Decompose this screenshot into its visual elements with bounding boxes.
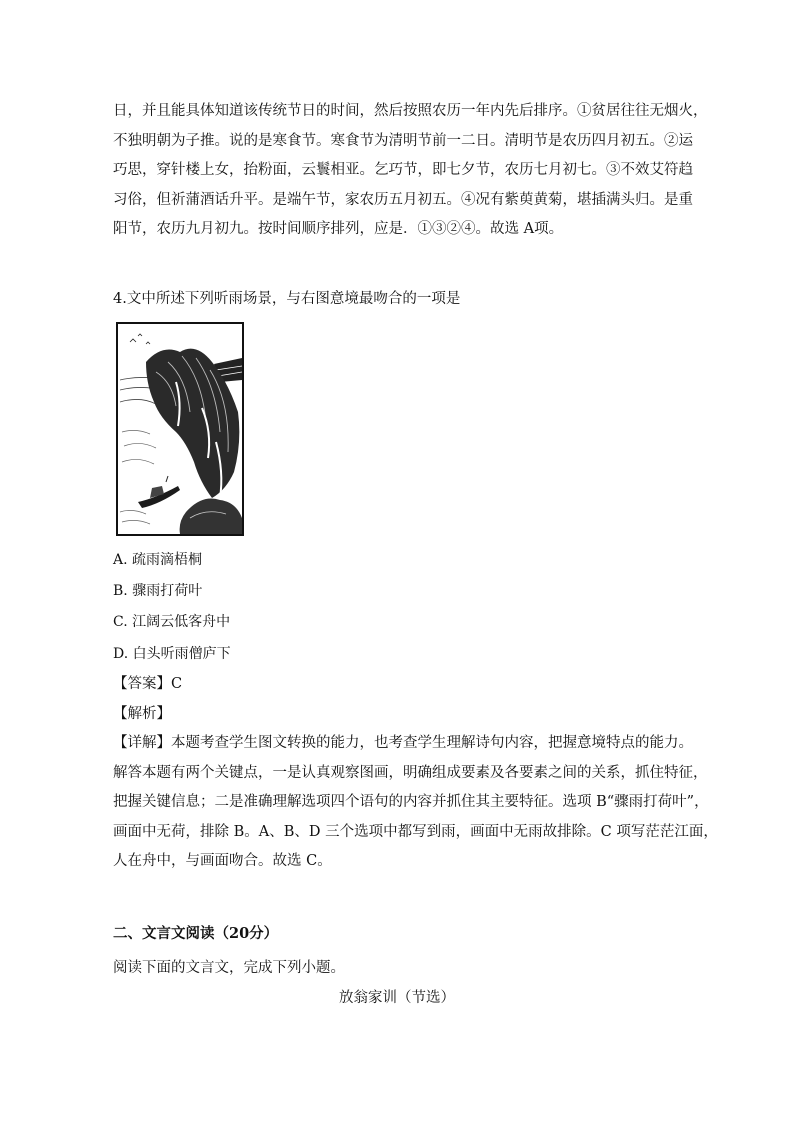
- passage-title: 放翁家训（节选）: [339, 990, 455, 1006]
- explanation-line: 巧思，穿针楼上女，抬粉面，云鬟相亚。乞巧节，即七夕节，农历七月初七。③不效艾符趋: [113, 162, 693, 178]
- detail-line: 解答本题有两个关键点，一是认真观察图画，明确组成要素及各要素之间的关系，抓住特征，: [113, 764, 708, 781]
- section-heading: 二、文言文阅读（20分）: [113, 925, 279, 942]
- option-c: C. 江阔云低客舟中: [113, 614, 231, 630]
- detail-line: 画面中无荷，排除 B。A、B、D 三个选项中都写到雨，画面中无雨故排除。C 项写茫茫江面，: [113, 823, 718, 840]
- detail-line: 人在舟中，与画面吻合。故选 C。: [113, 853, 332, 869]
- question-4-stem: 4.文中所述下列听雨场景，与右图意境最吻合的一项是: [113, 291, 461, 307]
- detail-line: 【详解】本题考查学生图文转换的能力，也考查学生理解诗句内容，把握意境特点的能力。: [113, 735, 693, 751]
- explanation-line: 阳节，农历九月初九。按时间顺序排列，应是．①③②④。故选 A项。: [113, 221, 564, 237]
- analysis-label: 【解析】: [113, 705, 171, 722]
- explanation-line: 不独明朝为子推。说的是寒食节。寒食节为清明节前一二日。清明节是农历四月初五。②运: [113, 132, 693, 149]
- explanation-line: 习俗，但祈蒲酒话升平。是端午节，家农历五月初五。④况有紫萸黄菊，堪插满头归。是重: [113, 191, 693, 208]
- section-intro: 阅读下面的文言文，完成下列小题。: [113, 960, 345, 976]
- previous-explanation: [113, 97, 708, 245]
- detail-line: 把握关键信息；二是准确理解选项四个语句的内容并抓住其主要特征。选项 B“骤雨打荷叶”，: [113, 794, 709, 810]
- explanation-line: 日，并且能具体知道该传统节日的时间，然后按照农历一年内先后排序。①贫居往往无烟火，: [113, 103, 708, 119]
- answer-label: 【答案】C: [113, 676, 183, 692]
- landscape-illustration: [116, 322, 244, 536]
- option-d: D. 白头听雨僧庐下: [113, 646, 231, 662]
- option-b: B. 骤雨打荷叶: [113, 583, 203, 599]
- option-a: A. 疏雨滴梧桐: [113, 552, 203, 568]
- answer-section: [113, 670, 718, 877]
